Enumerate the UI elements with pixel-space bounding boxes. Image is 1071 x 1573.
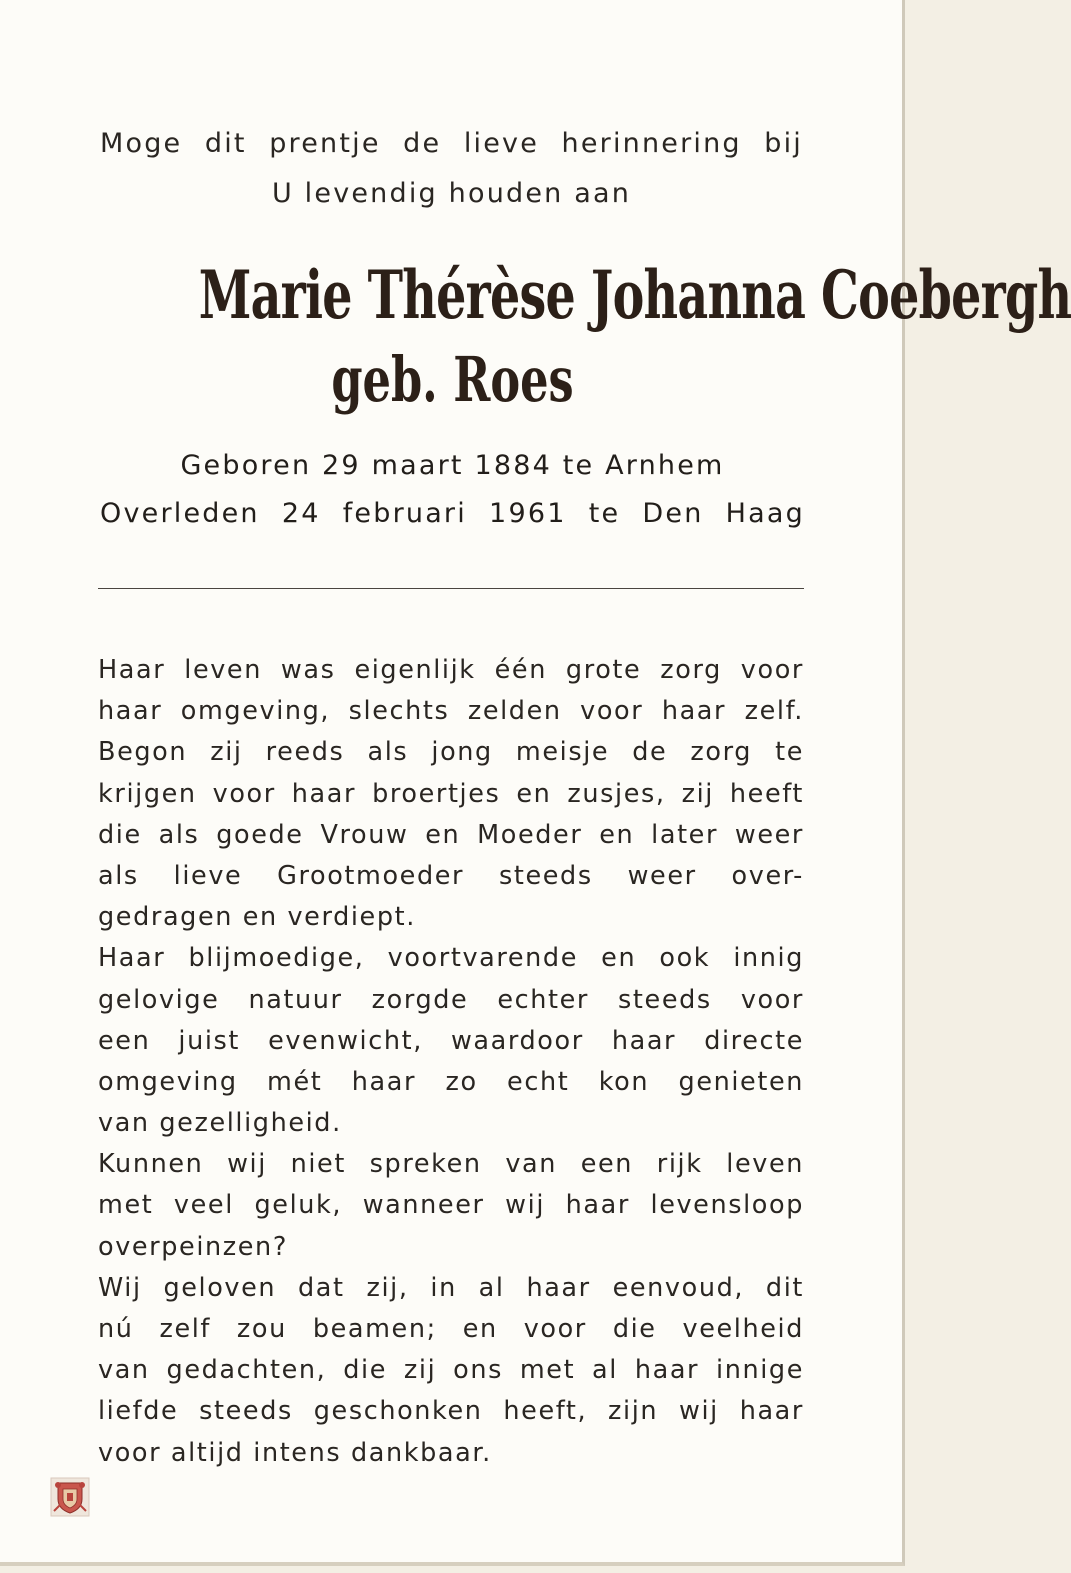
eulogy-text (98, 650, 804, 1474)
eulogy-line: liefde steeds geschonken heeft, zijn wij haar (98, 1396, 804, 1427)
eulogy-line: die als goede Vrouw en Moeder en later weer (98, 819, 804, 850)
eulogy-line: nú zelf zou beamen; en voor die veelheid (98, 1314, 804, 1344)
eulogy-line: voor altijd intens dankbaar. (98, 1437, 492, 1468)
eulogy-line: Haar blijmoedige, voortvarende en ook innig (98, 943, 804, 974)
eulogy-line: van gezelligheid. (98, 1108, 342, 1139)
eulogy-line: met veel geluk, wanneer wij haar levensloop (98, 1190, 804, 1221)
divider (98, 588, 804, 589)
eulogy-line: gedragen en verdiept. (98, 902, 416, 933)
eulogy-line: overpeinzen? (98, 1231, 288, 1262)
eulogy-line: Haar leven was eigenlijk één grote zorg voor (98, 655, 804, 685)
eulogy-line: een juist evenwicht, waardoor haar directe (98, 1025, 804, 1056)
eulogy-line: Wij geloven dat zij, in al haar eenvoud, dit (98, 1272, 804, 1303)
birth-line: Geboren 29 maart 1884 te Arnhem (180, 450, 725, 481)
eulogy-line: krijgen voor haar broertjes en zusjes, zij heeft (98, 778, 804, 809)
deceased-name: Marie Thérèse Johanna Coebergh (198, 256, 1071, 334)
eulogy-line: omgeving mét haar zo echt kon genieten (98, 1066, 804, 1097)
eulogy-line: van gedachten, die zij ons met al haar innige (98, 1355, 804, 1386)
death-line: Overleden 24 februari 1961 te Den Haag (100, 498, 805, 529)
intro-line-1: Moge dit prentje de lieve herinnering bij (100, 128, 803, 159)
eulogy-line: als lieve Grootmoeder steeds weer over- (98, 860, 804, 891)
eulogy-line: Begon zij reeds als jong meisje de zorg te (98, 737, 804, 768)
eulogy-line: gelovige natuur zorgde echter steeds voor (98, 984, 804, 1015)
intro-line-2: U levendig houden aan (271, 178, 632, 209)
eulogy-line: Kunnen wij niet spreken van een rijk leven (98, 1149, 804, 1180)
eulogy-line: haar omgeving, slechts zelden voor haar zelf. (98, 696, 804, 727)
maiden-name: geb. Roes (331, 343, 574, 416)
coat-of-arms-icon (50, 1477, 90, 1517)
